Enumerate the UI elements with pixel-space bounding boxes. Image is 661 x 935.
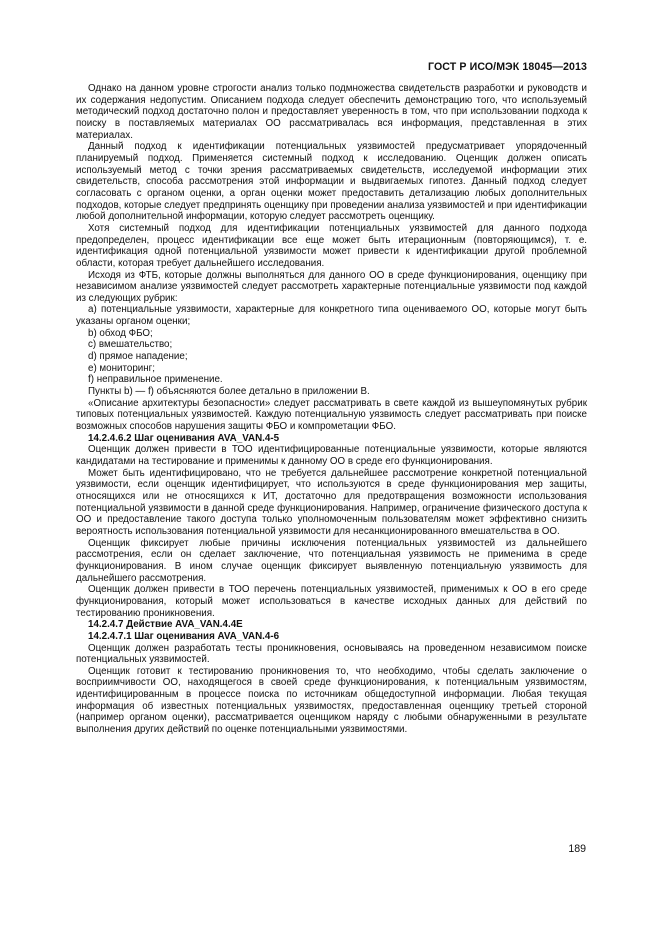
document-body <box>76 83 587 736</box>
list-item: d) прямое нападение; <box>88 351 188 363</box>
list-item: c) вмешательство; <box>88 339 173 351</box>
paragraph: Оценщик должен привести в ТОО идентифицированные потенциальные уязвимости, которые являются кандидатами на тестирование и применимы к данному ОО в среде его функционирования. <box>76 444 587 467</box>
section-heading: 14.2.4.7 Действие AVA_VAN.4.4E <box>88 619 243 631</box>
section-heading: 14.2.4.6.2 Шаг оценивания AVA_VAN.4-5 <box>88 432 280 444</box>
paragraph: Однако на данном уровне строгости анализ только подмножества свидетельств разработки и руководств и их содержания недопустим. Описанием подхода следует обеспечить демонстрацию того, что используемый методический подход достаточно полон и предоставляет уверенность в том, что при использовании подхода к поиску в поставляемых материалах ОО рассматривалась вся информация, представленная в этих материалах. <box>76 83 587 141</box>
paragraph: Данный подход к идентификации потенциальных уязвимостей предусматривает упорядоченный планируемый подход. Применяется системный подход к исследованию. Оценщик должен описать используемый метод с точки зрения рассматриваемых свидетельств, исследуемой информации этих свидетельств, способа рассмотрения этой информации и выдвигаемых гипотез. Данный подход следует согласовать с органом оценки, а орган оценки может предоставить детализацию любых дополнительных подходов, которые следует предпринять оценщику при проведении анализа уязвимостей и при идентификации любой дополнительной информации, которую следует рассмотреть оценщику. <box>76 141 587 223</box>
document-header: ГОСТ Р ИСО/МЭК 18045—2013 <box>428 61 587 73</box>
paragraph: Оценщик должен разработать тесты проникновения, основываясь на проведенном независимом поиске потенциальных уязвимостей. <box>76 642 587 666</box>
paragraph: «Описание архитектуры безопасности» следует рассматривать в свете каждой из вышеупомянутых рубрик типовых потенциальных уязвимостей. Каждую потенциальную уязвимость следует рассматривать при поиске возможных способов нарушения защиты ФБО и компрометации ФБО. <box>76 397 587 433</box>
paragraph: Хотя системный подход для идентификации потенциальных уязвимостей для данного подхода предопределен, процесс идентификации все еще может быть итерационным (повторяющимся), т. е. идентификация одной потенциальной уязвимости может привести к идентификации другой проблемной области, которая требует дальнейшего исследования. <box>76 222 587 269</box>
list-item: f) неправильное применение. <box>88 374 223 386</box>
paragraph: Оценщик готовит к тестированию проникновения то, что необходимо, чтобы сделать заключение о восприимчивости ОО, находящегося в своей среде функционирования, к потенциальным уязвимостям, идентифицированным в процессе поиска по источникам общедоступной информации. Любая текущая информация об известных потенциальных уязвимостях, предоставленная оценщику третьей стороной (например органом оценки), рассматривается оценщиком наряду с любыми обнаруженными в результате выполнения других действий по оценке потенциальными уязвимостями. <box>76 665 587 736</box>
paragraph: Исходя из ФТБ, которые должны выполняться для данного ОО в среде функционирования, оценщику при независимом анализе уязвимостей следует рассмотреть характерные потенциальные уязвимости под каждой из следующих рубрик: <box>76 269 587 304</box>
list-item: e) мониторинг; <box>88 362 155 374</box>
paragraph: Оценщик должен привести в ТОО перечень потенциальных уязвимостей, применимых к ОО в его среде функционирования, который может использоваться в качестве исходных данных для действий по тестированию проникновения. <box>76 584 587 619</box>
paragraph: Оценщик фиксирует любые причины исключения потенциальных уязвимостей из дальнейшего рассмотрения, если он сделает заключение, что потенциальная уязвимость не применима в среде функционирования. В ином случае оценщик фиксирует выявленную потенциальную уязвимость для дальнейшего рассмотрения. <box>76 537 587 584</box>
paragraph: Может быть идентифицировано, что не требуется дальнейшее рассмотрение конкретной потенциальной уязвимости, если оценщик идентифицирует, что используются в среде функционирования мер защиты, относящихся или не относящихся к ИТ, достаточно для предотвращения возможности использования потенциальной уязвимости в данной среде функционирования. Например, ограничение физического доступа к ОО и предоставление такого доступа только уполномоченным пользователям может эффективно снизить вероятность использования потенциальной уязвимости для несанкционированного вмешательства в ОО. <box>76 467 587 537</box>
page-number: 189 <box>568 843 586 855</box>
list-item: b) обход ФБО; <box>88 327 153 339</box>
list-item: a) потенциальные уязвимости, характерные для конкретного типа оцениваемого ОО, которые могут быть указаны органом оценки; <box>76 304 587 328</box>
paragraph: Пункты b) — f) объясняются более детально в приложении В. <box>88 386 370 398</box>
section-heading: 14.2.4.7.1 Шаг оценивания AVA_VAN.4-6 <box>88 630 280 642</box>
